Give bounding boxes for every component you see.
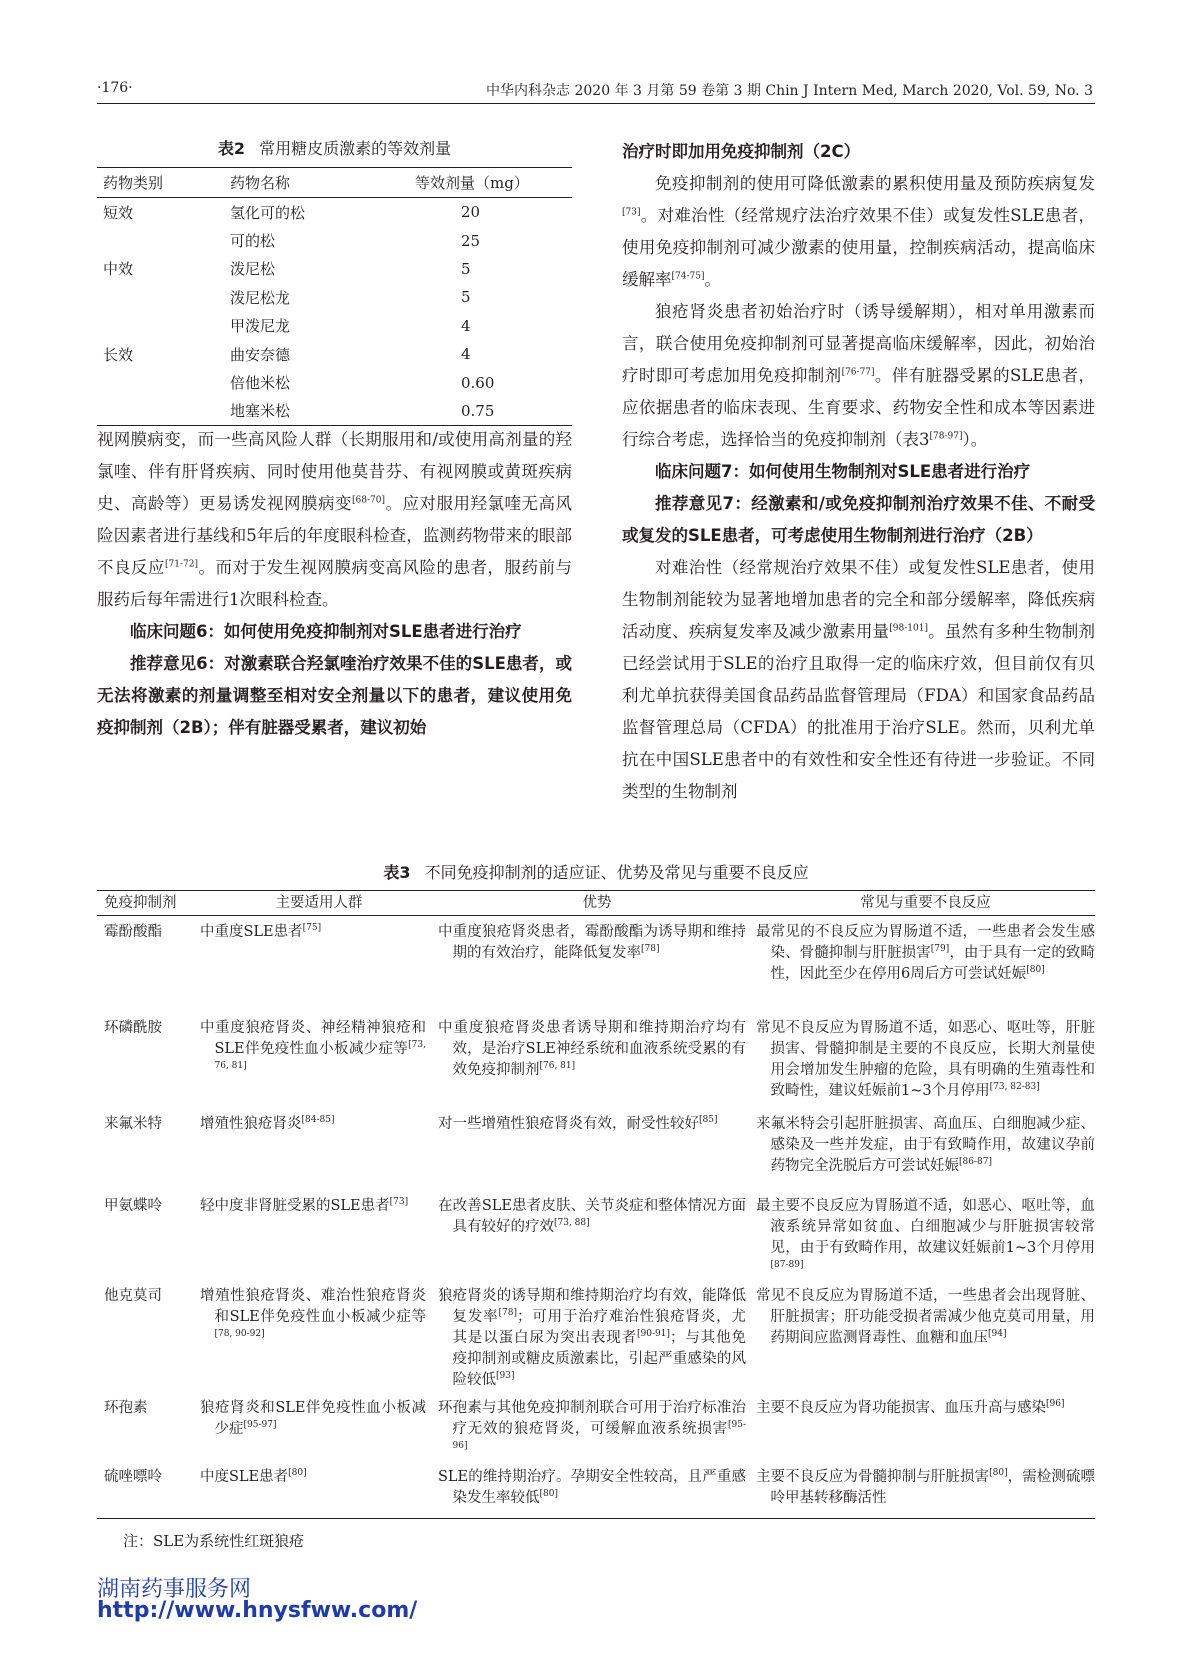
text-span: ，由于具有一定的致畸性，因此至少在停用6周后方可尝试妊娠 <box>770 945 1096 982</box>
table2-cell: 泼尼松龙 <box>230 288 291 307</box>
table3-row <box>97 1461 1095 1519</box>
cell-text <box>438 922 746 964</box>
paragraph <box>97 424 572 616</box>
table3-population-cell <box>200 1461 438 1519</box>
text-span: 狼疮肾炎患者初始治疗时（诱导缓解期），相对单用激素而言，联合使用免疫抑制剂可显著提高临床缓解率，因此，初始治疗时即可考虑加用免疫抑制剂 <box>622 302 1095 385</box>
table3-row <box>97 1012 1095 1108</box>
text-span: 。 <box>704 270 721 289</box>
table3-population-cell <box>200 1012 438 1108</box>
text-span: 中重度SLE患者 <box>200 924 303 940</box>
cell-text <box>438 1018 746 1081</box>
table3-advantage-cell <box>438 1392 756 1461</box>
cell-text <box>756 1196 1095 1280</box>
table2-row <box>97 283 572 311</box>
citation: [95-96] <box>452 1419 746 1451</box>
text-span: ，需检测硫嘌呤甲基转移酶活性 <box>770 1468 1096 1506</box>
table2-label: 表2 <box>217 139 246 158</box>
table2-cell: 地塞米松 <box>230 397 415 426</box>
table3-title: 不同免疫抑制剂的适应证、优势及常见与重要不良反应 <box>424 863 809 882</box>
table3-header-cell: 主要适用人群 <box>200 891 438 916</box>
text-span: 。虽然有多种生物制剂已经尝试用于SLE的治疗且取得一定的临床疗效，但目前仅有贝利尤单抗获得美国食品药品监督管理局（FDA）和国家食品药品监督管理总局（CFDA）的批准用于治疗SLE。然而，贝利尤单抗在中国SLE患者中的有效性和安全性还有待进一步验证。不同类型的生物制剂 <box>622 622 1096 801</box>
text-span: SLE的维持期治疗。孕期安全性较高，且严重感染发生率较低 <box>438 1468 746 1506</box>
citation: [80] <box>1026 965 1045 976</box>
citation: [73, 82-83] <box>989 1081 1040 1092</box>
text-span: 。伴有脏器受累的SLE患者，应依据患者的临床表现、生育要求、药物安全性和成本等因素进行综合考虑，选择恰当的免疫抑制剂（表3 <box>622 366 1096 449</box>
table2-header-cell: 药物类别 <box>97 168 230 198</box>
text-span: 中重度狼疮肾炎患者，霉酚酸酯为诱导期和维持期的有效治疗，能降低复发率 <box>438 924 746 961</box>
table3-header-cell: 优势 <box>438 891 756 916</box>
text-span: 在改善SLE患者皮肤、关节炎症和整体情况方面具有较好的疗效 <box>438 1197 746 1235</box>
table3-drug-cell: 甲氨蝶呤 <box>104 1197 162 1214</box>
table3-population-cell <box>200 1280 438 1392</box>
citation: [80] <box>989 1467 1008 1478</box>
table3-adverse-cell <box>756 1392 1095 1461</box>
citation: [73] <box>622 207 641 218</box>
paragraph <box>622 552 1095 808</box>
citation: [93] <box>496 1370 515 1381</box>
watermark-url[interactable]: http://www.hnysfww.com/ <box>97 1598 418 1623</box>
table3-header-cell: 免疫抑制剂 <box>97 891 200 916</box>
table2-row <box>97 368 572 396</box>
watermark-name: 湖南药事服务网 <box>97 1577 252 1602</box>
cell-text <box>200 1398 426 1440</box>
table2-row <box>97 226 572 254</box>
text-span: 视网膜病变，而一些高风险人群（长期服用和/或使用高剂量的羟氯喹、伴有肝肾疾病、同时使用他莫昔芬、有视网膜或黄斑疾病史、高龄等）更易诱发视网膜病变 <box>97 430 572 513</box>
table2-row <box>97 312 572 340</box>
citation: [71-72] <box>165 559 198 570</box>
citation: [74-75] <box>671 271 705 282</box>
citation: [68-70] <box>352 495 385 506</box>
cell-text <box>438 1286 746 1391</box>
table3-drug-cell: 他克莫司 <box>104 1287 162 1304</box>
citation: [95-97] <box>243 1419 277 1430</box>
table3-drug-cell: 硫唑嘌呤 <box>97 1461 200 1519</box>
cell-text <box>756 1018 1095 1102</box>
table3-drug-cell: 霉酚酸酯 <box>104 924 162 940</box>
citation: [86-87] <box>959 1156 992 1167</box>
cell-text <box>438 1398 746 1461</box>
citation: [76-77] <box>841 367 875 378</box>
table3-label: 表3 <box>383 863 411 882</box>
text-span: 。而对于发生视网膜病变高风险的患者，服药前与服药后每年需进行1次眼科检查。 <box>97 558 573 609</box>
table2-cell: 20 <box>461 203 481 222</box>
table2-cell <box>97 312 230 340</box>
table3-adverse-cell <box>756 1461 1095 1519</box>
table3-row <box>97 1392 1095 1461</box>
text-span: 最主要不良反应为胃肠道不适，如恶心、呕吐等，血液系统异常如贫血、白细胞减少与肝脏损害较常见，由于有致畸作用，故建议妊娠前1~3个月停用 <box>756 1197 1095 1256</box>
table2-cell: 5 <box>461 259 471 278</box>
text-span: 常见不良反应为胃肠道不适，一些患者会出现肾脏、肝脏损害；肝功能受损者需减少他克莫司用量，用药期间应监测肾毒性、血糖和血压 <box>756 1287 1095 1346</box>
text-span: 对难治性（经常规治疗效果不佳）或复发性SLE患者，使用生物制剂能较为显著地增加患者的完全和部分缓解率，降低疾病活动度、疾病复发率及减少激素用量 <box>622 558 1095 641</box>
table3-advantage-cell <box>438 1108 756 1190</box>
text-span: 最常见的不良反应为胃肠道不适，一些患者会发生感染、骨髓抑制与肝脏损害 <box>756 924 1095 961</box>
cell-text <box>438 1196 746 1238</box>
table3-drug-cell: 来氟米特 <box>104 1115 162 1132</box>
table2-header-row <box>97 168 572 198</box>
text-span: ）。 <box>962 430 988 449</box>
table2 <box>97 167 572 426</box>
cell-text <box>200 1018 426 1081</box>
text-span: 常见不良反应为胃肠道不适，如恶心、呕吐等，肝脏损害、骨髓抑制是主要的不良反应，长期大剂量使用会增加发生肿瘤的危险，具有明确的生殖毒性和致畸性，建议妊娠前1~3个月停用 <box>756 1019 1095 1099</box>
table2-cell: 甲泼尼龙 <box>230 317 291 336</box>
journal-header: 中华内科杂志 2020 年 3 月第 59 卷第 3 期 Chin J Intern Med, March 2020, Vol. 59, No. 3 <box>486 83 1093 99</box>
table2-cell: 泼尼松 <box>230 260 276 279</box>
clinical-question-6: 临床问题6：如何使用免疫抑制剂对SLE患者进行治疗 <box>130 622 522 641</box>
cell-text <box>756 922 1095 985</box>
table2-row <box>97 340 572 368</box>
table2-row <box>97 255 572 283</box>
citation: [73] <box>389 1196 409 1207</box>
cell-text <box>200 1286 426 1349</box>
citation: [98-101] <box>889 623 928 634</box>
table3-population-cell <box>200 1392 438 1461</box>
table3-drug-cell: 环孢素 <box>104 1399 148 1416</box>
text-span: 增殖性狼疮肾炎 <box>200 1115 302 1132</box>
table2-cell: 中效 <box>103 260 134 279</box>
recommendation-7: 推荐意见7：经激素和/或免疫抑制剂治疗效果不佳、不耐受或复发的SLE患者，可考虑使用生物制剂进行治疗（2B） <box>622 494 1095 545</box>
table3-adverse-cell <box>756 916 1095 1012</box>
table3-advantage-cell <box>438 1190 756 1280</box>
table2-cell: 0.75 <box>415 397 572 426</box>
cell-text <box>438 1467 746 1509</box>
table3-advantage-cell <box>438 1012 756 1108</box>
citation: [90-91] <box>637 1328 670 1339</box>
table2-title: 常用糖皮质激素的等效剂量 <box>259 139 452 158</box>
table3-note: 注：SLE为系统性红斑狼疮 <box>123 1532 305 1550</box>
table3-adverse-cell <box>756 1012 1095 1108</box>
right-column <box>622 136 1095 808</box>
text-span: 来氟米特会引起肝脏损害、高血压、白细胞减少症、感染及一些并发症，由于有致畸作用，故建议孕前药物完全洗脱后方可尝试妊娠 <box>756 1115 1095 1174</box>
table3 <box>97 890 1095 1519</box>
table2-cell: 长效 <box>103 345 134 364</box>
table2-cell: 可的松 <box>230 232 276 251</box>
citation: [78] <box>498 1307 517 1318</box>
citation: [87-89] <box>770 1259 804 1270</box>
text-span: ；可用于治疗难治性狼疮肾炎，尤其是以蛋白尿为突出表现者 <box>452 1308 747 1346</box>
clinical-question-7: 临床问题7：如何使用生物制剂对SLE患者进行治疗 <box>655 462 1031 481</box>
table2-cell <box>97 397 230 426</box>
paragraph <box>622 296 1095 456</box>
table3-row <box>97 916 1095 1012</box>
cell-text <box>756 1398 1095 1419</box>
citation: [84-85] <box>301 1114 335 1125</box>
text-span: 轻中度非肾脏受累的SLE患者 <box>200 1197 390 1214</box>
recommendation-6-continued: 治疗时即加用免疫抑制剂（2C） <box>622 142 861 161</box>
table2-cell <box>97 368 230 396</box>
citation: [94] <box>988 1328 1007 1339</box>
citation: [80] <box>539 1488 558 1499</box>
table2-header-cell: 等效剂量（mg） <box>415 168 572 198</box>
table2-cell: 4 <box>461 345 471 364</box>
citation: [78] <box>641 944 660 955</box>
table3-adverse-cell <box>756 1108 1095 1190</box>
table3-row <box>97 1190 1095 1280</box>
cell-text <box>200 1467 426 1488</box>
page-number: ·176· <box>97 80 133 96</box>
text-span: 增殖性狼疮肾炎、难治性狼疮肾炎和SLE伴免疫性血小板减少症等 <box>200 1287 426 1325</box>
recommendation-6: 推荐意见6：对激素联合羟氯喹治疗效果不佳的SLE患者，或无法将激素的剂量调整至相对安全剂量以下的患者，建议使用免疫抑制剂（2B）；伴有脏器受累者，建议初始 <box>97 654 572 737</box>
cell-text <box>200 922 426 943</box>
table3-header-cell: 常见与重要不良反应 <box>756 891 1095 916</box>
text-span: 中重度狼疮肾炎、神经精神狼疮和SLE伴免疫性血小板减少症等 <box>200 1019 426 1057</box>
header-rule <box>97 103 1095 104</box>
table2-caption <box>97 136 572 159</box>
text-span: 环孢素与其他免疫抑制剂联合可用于治疗标准治疗无效的狼疮肾炎，可缓解血液系统损害 <box>438 1399 746 1437</box>
table3-population-cell <box>200 916 438 1012</box>
paragraph <box>622 168 1095 296</box>
table3-advantage-cell <box>438 1280 756 1392</box>
text-span: 免疫抑制剂的使用可降低激素的累积使用量及预防疾病复发 <box>655 174 1095 193</box>
left-column <box>97 424 572 744</box>
table2-cell: 倍他米松 <box>230 374 291 393</box>
cell-text <box>200 1196 426 1217</box>
table2-row <box>97 397 572 426</box>
text-span: ；与其他免疫抑制剂或糖皮质激素比，引起严重感染的风险较低 <box>452 1329 747 1388</box>
table3-drug-cell: 环磷酰胺 <box>104 1019 162 1036</box>
citation: [79] <box>930 944 950 955</box>
citation: [85] <box>699 1114 718 1125</box>
table2-cell: 短效 <box>103 203 134 222</box>
text-span: 狼疮肾炎和SLE伴免疫性血小板减少症 <box>200 1399 426 1437</box>
table3-row <box>97 1108 1095 1190</box>
text-span: 狼疮肾炎的诱导期和维持期治疗均有效，能降低复发率 <box>438 1287 746 1325</box>
table3-caption <box>97 860 1095 883</box>
citation: [80] <box>288 1467 307 1478</box>
table2-cell: 5 <box>461 288 471 307</box>
citation: [73, 76, 81] <box>214 1039 426 1071</box>
table3-advantage-cell <box>438 916 756 1012</box>
table2-cell: 25 <box>461 231 481 250</box>
table3-population-cell <box>200 1108 438 1190</box>
citation: [76, 81] <box>539 1060 576 1071</box>
table2-cell: 4 <box>461 316 471 335</box>
table2-cell: 0.60 <box>461 373 495 392</box>
citation: [75] <box>302 923 322 934</box>
cell-text <box>756 1114 1095 1177</box>
table2-header-cell: 药物名称 <box>230 168 415 198</box>
table2-cell: 氢化可的松 <box>230 203 306 222</box>
table2-cell <box>97 283 230 311</box>
table3-adverse-cell <box>756 1280 1095 1392</box>
citation: [73, 88] <box>554 1217 590 1228</box>
citation: [78-97] <box>929 431 963 442</box>
cell-text <box>200 1114 426 1135</box>
table2-cell <box>97 226 230 254</box>
table3-row <box>97 1280 1095 1392</box>
table3-population-cell <box>200 1190 438 1280</box>
table3-adverse-cell <box>756 1190 1095 1280</box>
text-span: 。应对服用羟氯喹无高风险因素者进行基线和5年后的年度眼科检查，监测药物带来的眼部不良反应 <box>97 494 573 577</box>
text-span: 对一些增殖性狼疮肾炎有效，耐受性较好 <box>438 1115 699 1132</box>
table2-cell: 曲安奈德 <box>230 345 291 364</box>
citation: [78, 90-92] <box>214 1328 265 1339</box>
text-span: 中度SLE患者 <box>200 1468 289 1485</box>
cell-text <box>438 1114 746 1135</box>
table2-row <box>97 198 572 227</box>
citation: [96] <box>1046 1398 1065 1409</box>
cell-text <box>756 1467 1095 1509</box>
text-span: 主要不良反应为肾功能损害、血压升高与感染 <box>756 1399 1046 1416</box>
text-span: 。对难治性（经常规疗法治疗效果不佳）或复发性SLE患者，使用免疫抑制剂可减少激素的使用量，控制疾病活动，提高临床缓解率 <box>622 206 1095 289</box>
table3-header-row <box>97 891 1095 916</box>
text-span: 中重度狼疮肾炎患者诱导期和维持期治疗均有效，是治疗SLE神经系统和血液系统受累的有效免疫抑制剂 <box>438 1019 746 1078</box>
cell-text <box>756 1286 1095 1349</box>
text-span: 主要不良反应为骨髓抑制与肝脏损害 <box>756 1468 990 1485</box>
table3-advantage-cell <box>438 1461 756 1519</box>
